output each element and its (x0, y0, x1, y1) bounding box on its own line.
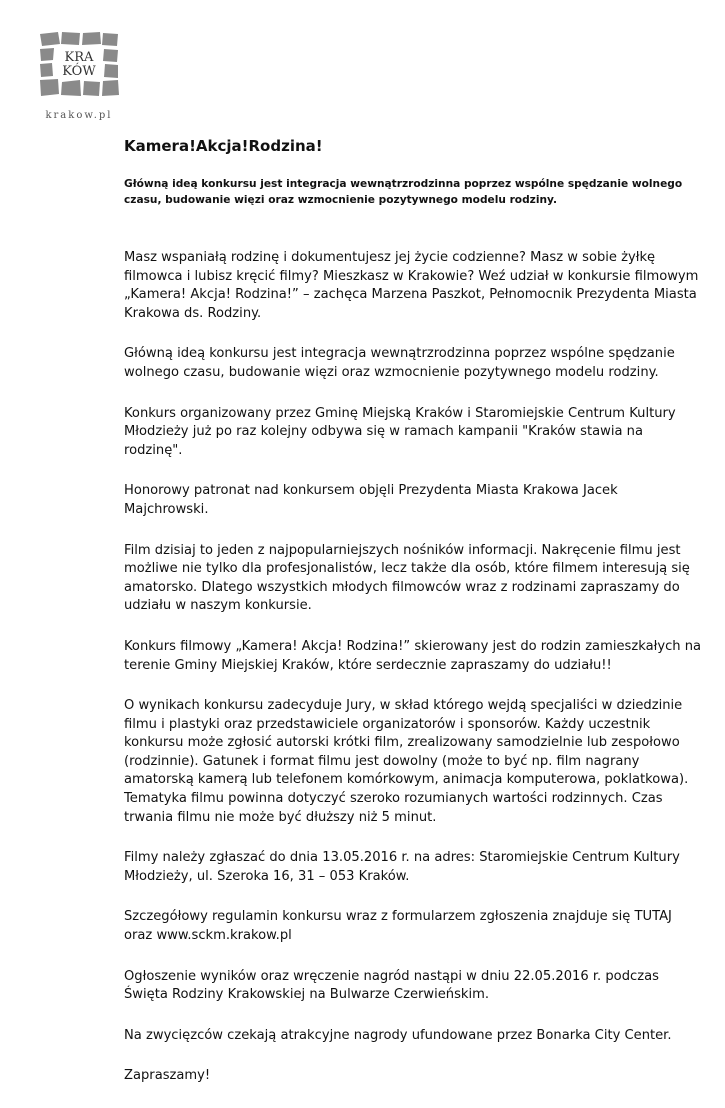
document-title: Kamera!Akcja!Rodzina! (124, 137, 323, 155)
paragraph: Szczegółowy regulamin konkursu wraz z formularzem zgłoszenia znajduje się TUTAJ oraz www.sckm.krakow.pl (124, 909, 672, 944)
paragraph: Film dzisiaj to jeden z najpopularniejszych nośników informacji. Nakręcenie filmu jest możliwe nie tylko dla profesjonalistów, lecz także dla osób, które filmem interesują się amatorsko. Dlatego wszystkich młodych filmowców wraz z rodzinami zapraszamy do udziału w naszym konkursie. (124, 542, 690, 614)
city-crest-logo-icon (38, 30, 124, 110)
paragraph: Główną ideą konkursu jest integracja wewnątrzrodzinna poprzez wspólne spędzanie wolnego czasu, budowanie więzi oraz wzmocnienie pozytywnego modelu rodziny. (124, 346, 675, 380)
paragraph: O wynikach konkursu zadecyduje Jury, w skład którego wejdą specjaliści w dziedzinie filmu i plastyki oraz przedstawiciele organizatorów i sponsorów. Każdy uczestnik konkursu może zgłosić autorski krótki film, zrealizowany samodzielnie lub zespołowo (rodzinnie). Gatunek i format filmu jest dowolny (może to być np. film nagrany amatorską kamerą lub telefonem komórkowym, animacja komputerowa, poklatkowa). Tematyka filmu powinna dotyczyć szeroko rozumianych wartości rodzinnych. Czas trwania filmu nie może być dłuższy niż 5 minut. (124, 698, 689, 825)
paragraph: Filmy należy zgłaszać do dnia 13.05.2016 r. na adres: Staromiejskie Centrum Kultury Młodzieży, ul. Szeroka 16, 31 – 053 Kraków. (124, 850, 680, 884)
paragraph: Zapraszamy! (124, 1068, 211, 1084)
document-body (124, 136, 704, 1108)
paragraph: Honorowy patronat nad konkursem objęli Prezydenta Miasta Krakowa Jacek Majchrowski. (124, 483, 618, 517)
paragraph: Masz wspaniałą rodzinę i dokumentujesz jej życie codzienne? Masz w sobie żyłkę filmowca i lubisz kręcić filmy? Mieszkasz w Krakowie? Weź udział w konkursie filmowym „Kamera! Akcja! Rodzina!” – zachęca Marzena Paszkot, Pełnomocnik Prezydenta Miasta Krakowa ds. Rodziny. (124, 250, 699, 321)
paragraph: Ogłoszenie wyników oraz wręczenie nagród nastąpi w dniu 22.05.2016 r. podczas Święta Rodziny Krakowskiej na Bulwarze Czerwieńskim. (124, 968, 659, 1003)
paragraph: Konkurs filmowy „Kamera! Akcja! Rodzina!” skierowany jest do rodzin zamieszkałych na terenie Gminy Miejskiej Kraków, które serdecznie zapraszamy do udziału!! (124, 638, 702, 673)
logo-text-line1: KRA (64, 50, 94, 65)
lead-paragraph: Główną ideą konkursu jest integracja wewnątrzrodzinna poprzez wspólne spędzanie wolnego czasu, budowanie więzi oraz wzmocnienie pozytywnego modelu rodziny. (124, 178, 683, 206)
paragraph: Na zwycięzców czekają atrakcyjne nagrody ufundowane przez Bonarka City Center. (124, 1027, 672, 1043)
paragraph: Konkurs organizowany przez Gminę Miejską Kraków i Staromiejskie Centrum Kultury Młodzieży już po raz kolejny odbywa się w ramach kampanii "Kraków stawia na rodzinę". (124, 405, 676, 458)
logo-caption: krakow.pl (45, 110, 113, 121)
logo-text-line2: KÓW (62, 64, 96, 79)
krakow-logo (38, 30, 124, 126)
